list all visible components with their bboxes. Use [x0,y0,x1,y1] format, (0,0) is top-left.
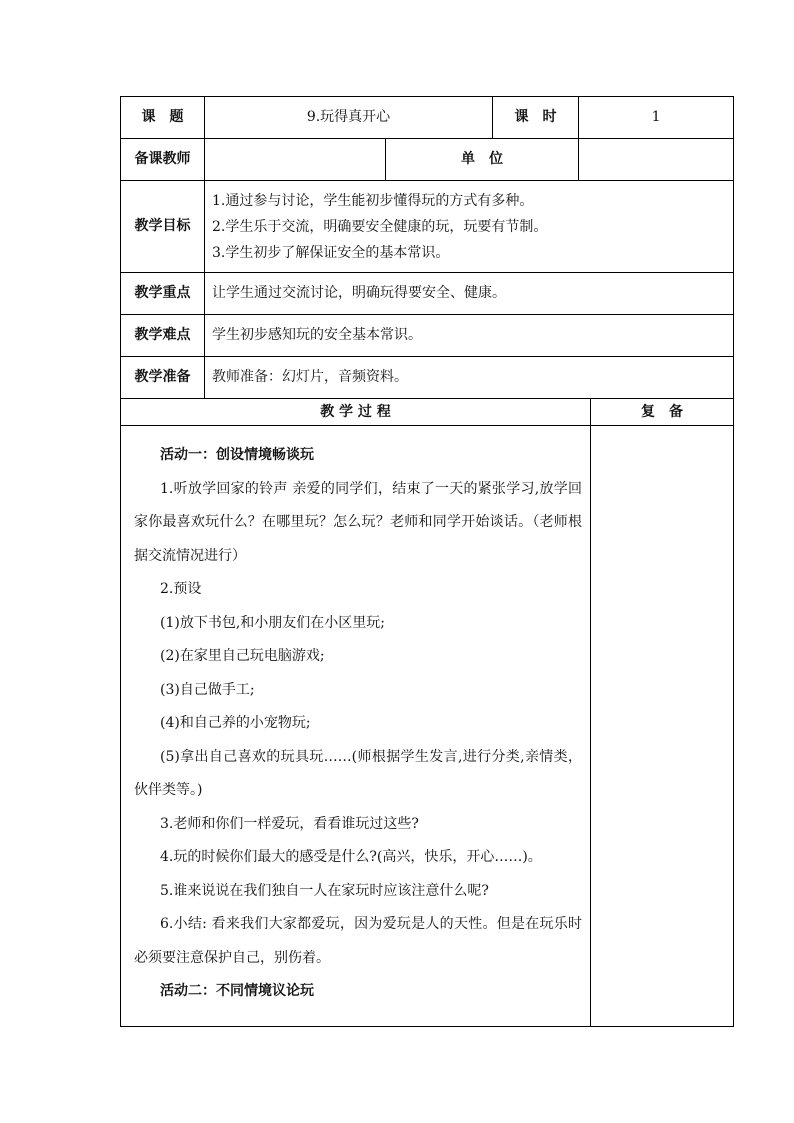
subject-value: 9.玩得真开心 [205,97,493,139]
key-points-text: 让学生通过交流讨论，明确玩得要安全、健康。 [205,273,734,315]
process-paragraph: 1.听放学回家的铃声 亲爱的同学们，结束了一天的紧张学习,放学回家你最喜欢玩什么？在哪里玩？怎么玩？老师和同学开始谈话。（老师根据交流情况进行） [134,480,583,564]
process-paragraph: 6.小结: 看来我们大家都爱玩，因为爱玩是人的天性。但是在玩乐时必须要注意保护自己，别伤着。 [134,916,583,966]
process-paragraph: (2)在家里自己玩电脑游戏; [160,648,325,664]
process-paragraph: (1)放下书包,和小朋友们在小区里玩; [160,614,385,631]
subject-row [121,97,734,139]
process-header: 教 学 过 程 [121,399,591,426]
unit-value [579,139,734,181]
process-paragraph: (5)拿出自己喜欢的玩具玩……(师根据学生发言,进行分类,亲情类，伙伴类等。) [134,748,583,798]
process-paragraph: 5.谁来说说在我们独自一人在家玩时应该注意什么呢? [160,882,489,899]
preparation-text: 教师准备：幻灯片，音频资料。 [205,357,734,399]
objective-item: 3.学生初步了解保证安全的基本常识。 [212,244,450,261]
objectives-row [121,181,734,273]
process-body-row [121,426,734,1027]
objective-item: 2.学生乐于交流，明确要安全健康的玩，玩要有节制。 [212,218,548,235]
subject-label: 课 题 [121,97,205,139]
activity-heading: 活动一：创设情境畅谈玩 [160,447,314,463]
key-points-row [121,273,734,315]
key-points-label: 教学重点 [121,273,205,315]
notes-column [591,426,734,1027]
difficulties-row [121,315,734,357]
process-paragraph: (4)和自己养的小宠物玩; [160,715,311,731]
process-paragraph: 3.老师和你们一样爱玩，看看谁玩过这些? [160,815,419,832]
teacher-value [205,139,386,181]
process-paragraph: 2.预设 [160,581,202,597]
activity-heading: 活动二：不同情境议论玩 [160,983,314,999]
process-paragraph: 4.玩的时候你们最大的感受是什么?(高兴，快乐，开心……)。 [160,849,542,865]
notes-header: 复 备 [591,399,734,426]
difficulties-label: 教学难点 [121,315,205,357]
process-content [121,426,591,1027]
objectives-label: 教学目标 [121,181,205,273]
period-value: 1 [579,97,734,139]
teacher-label: 备课教师 [121,139,205,181]
preparation-label: 教学准备 [121,357,205,399]
preparation-row [121,357,734,399]
unit-label: 单 位 [386,139,579,181]
objective-item: 1.通过参与讨论，学生能初步懂得玩的方式有多种。 [212,192,534,209]
process-header-row [121,399,734,426]
objectives-list [205,181,734,273]
difficulties-text: 学生初步感知玩的安全基本常识。 [205,315,734,357]
teacher-row [121,139,734,181]
lesson-plan-table [120,96,734,1027]
process-paragraph: (3)自己做手工; [160,681,255,698]
period-label: 课 时 [493,97,579,139]
